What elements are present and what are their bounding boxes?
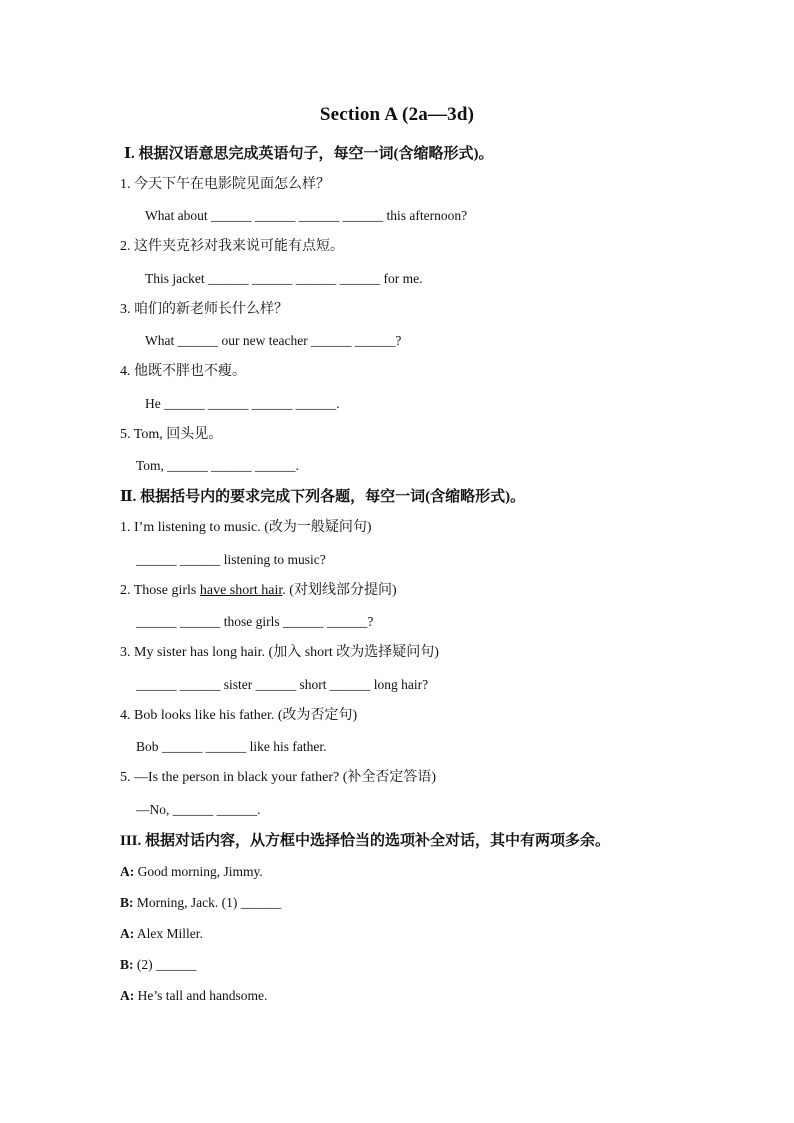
- s1-answer-5: Tom, ______ ______ ______.: [136, 458, 299, 473]
- page-title: Section A (2a—3d): [319, 104, 475, 125]
- speaker-label: A:: [120, 864, 135, 879]
- dialogue-text: (2) ______: [133, 957, 197, 972]
- s2-answer-2: ______ ______ those girls ______ ______?: [136, 614, 374, 629]
- s2-answer-4: Bob ______ ______ like his father.: [136, 739, 327, 754]
- s2-q2-prefix: 2. Those girls: [120, 583, 200, 598]
- s1-answer-1: What about ______ ______ ______ ______ this afternoon?: [145, 208, 468, 223]
- s2-answer-3: ______ ______ sister ______ short ______ long hair?: [136, 677, 429, 692]
- s2-question-3: 3. My sister has long hair. (加入 short 改为选择疑问句): [120, 645, 439, 660]
- s1-question-3: 3. 咱们的新老师长什么样？: [120, 302, 288, 317]
- dialogue-text: Alex Miller.: [134, 926, 203, 941]
- s2-q2-suffix: . (对划线部分提问): [282, 583, 397, 598]
- dialogue-line-2: [120, 893, 281, 913]
- section-3-heading: III. 根据对话内容，从方框中选择恰当的选项补全对话，其中有两项多余。: [120, 833, 611, 849]
- s2-question-5: 5. —Is the person in black your father? (补全否定答语): [120, 770, 437, 785]
- speaker-label: B:: [120, 957, 134, 972]
- dialogue-line-5: [120, 986, 267, 1006]
- s1-question-5: 5. Tom, 回头见。: [120, 427, 223, 442]
- speaker-label: B:: [120, 895, 134, 910]
- dialogue-text: Morning, Jack. (1) ______: [133, 895, 282, 910]
- s1-question-2: 2. 这件夹克衫对我来说可能有点短。: [120, 239, 344, 254]
- s1-question-4: 4. 他既不胖也不瘦。: [120, 364, 246, 379]
- s1-question-1: 1. 今天下午在电影院见面怎么样？: [120, 177, 330, 192]
- s2-question-4: 4. Bob looks like his father. (改为否定句): [120, 708, 358, 723]
- section-2-heading: Ⅱ. 根据括号内的要求完成下列各题，每空一词(含缩略形式)。: [120, 489, 526, 505]
- s2-answer-1: ______ ______ listening to music?: [136, 552, 326, 567]
- s1-answer-3: What ______ our new teacher ______ ______?: [145, 333, 402, 348]
- dialogue-line-1: [120, 862, 263, 882]
- s1-answer-4: He ______ ______ ______ ______.: [145, 396, 340, 411]
- speaker-label: A:: [120, 988, 135, 1003]
- dialogue-line-3: [120, 924, 203, 944]
- s1-answer-2: This jacket ______ ______ ______ ______ for me.: [145, 271, 423, 286]
- s2-q2-underlined-phrase: have short hair: [199, 583, 283, 598]
- s2-question-2: [120, 581, 397, 601]
- speaker-label: A:: [120, 926, 135, 941]
- section-1-heading: Ⅰ. 根据汉语意思完成英语句子，每空一词(含缩略形式)。: [124, 146, 494, 162]
- dialogue-line-4: [120, 955, 197, 975]
- dialogue-text: Good morning, Jimmy.: [134, 864, 263, 879]
- s2-answer-5: —No, ______ ______.: [136, 802, 261, 817]
- dialogue-text: He’s tall and handsome.: [134, 988, 268, 1003]
- s2-question-1: 1. I’m listening to music. (改为一般疑问句): [120, 520, 372, 535]
